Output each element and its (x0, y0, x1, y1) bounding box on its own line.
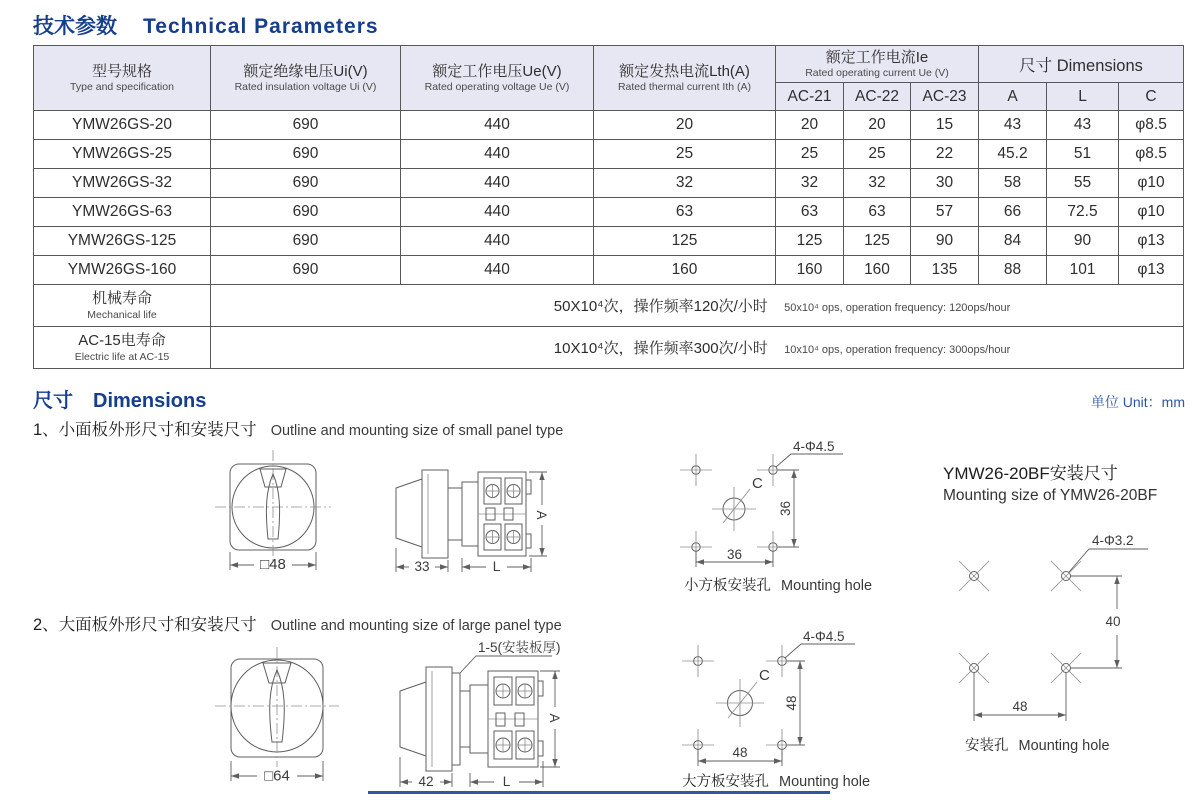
bf-mounting-title-zh: YMW26-20BF安装尺寸 (943, 464, 1118, 483)
dim-label-bf-horizontal-48: 48 (1012, 699, 1028, 714)
subsection-small-en: Outline and mounting size of small panel type (270, 423, 564, 439)
mechanical-life-en: Mechanical life (87, 308, 157, 321)
cell-ue: 440 (401, 111, 594, 140)
header-insulation-voltage (211, 46, 401, 111)
cell-ac22: 32 (844, 169, 911, 198)
bf-mounting-hole-drawing (940, 523, 1180, 728)
dims-title-zh: 尺寸 (33, 390, 73, 412)
table-row (34, 227, 1184, 256)
small-caption-en: Mounting hole (781, 578, 873, 594)
cell-ith: 63 (594, 198, 776, 227)
cell-ac22: 125 (844, 227, 911, 256)
dim-label-length-l: L (492, 559, 501, 574)
dim-label-horizontal-36: 36 (726, 547, 743, 562)
cell-l: 51 (1047, 140, 1119, 169)
dim-label-vertical-36: 36 (778, 500, 793, 517)
cell-ac23: 90 (911, 227, 979, 256)
subsection-large-zh: 2、大面板外形尺寸和安装尺寸 (33, 616, 257, 634)
header-row-1 (34, 46, 1184, 83)
electric-life-en: Electric life at AC-15 (74, 350, 170, 363)
cell-ith: 160 (594, 256, 776, 285)
cell-ac21: 63 (776, 198, 844, 227)
mechanical-life-zh: 机械寿命 (91, 290, 152, 308)
dim-label-depth-33: 33 (414, 559, 430, 574)
cell-ac23: 22 (911, 140, 979, 169)
cell-a: 58 (979, 169, 1047, 198)
table-row (34, 140, 1184, 169)
dim-label-center-c: C (759, 667, 770, 684)
large-caption-zh: 大方板安装孔 (682, 774, 769, 790)
cell-ui: 690 (211, 169, 401, 198)
dim-label-hole-size: 4-Φ4.5 (793, 439, 835, 454)
header-ue-en: Rated operating voltage Ue (V) (424, 81, 570, 94)
mechanical-life-row (34, 285, 1184, 327)
large-front-view-drawing (212, 645, 352, 797)
cell-c: φ8.5 (1119, 111, 1184, 140)
cell-c: φ8.5 (1119, 140, 1184, 169)
dim-label-bf-hole-size: 4-Φ3.2 (1092, 533, 1134, 548)
cell-a: 45.2 (979, 140, 1047, 169)
small-mounting-hole-drawing (663, 433, 908, 575)
cell-ac23: 135 (911, 256, 979, 285)
cell-model: YMW26GS-63 (34, 198, 211, 227)
cell-ue: 440 (401, 256, 594, 285)
section-title-dimensions (33, 384, 206, 413)
electric-life-value-zh: 10X10⁴次，操作频率300次/小时 (553, 340, 768, 357)
dim-label-depth-42: 42 (418, 774, 434, 789)
subsection-small-panel-title (33, 416, 563, 440)
header-ac22: AC-22 (844, 83, 911, 111)
header-dims-label: 尺寸 Dimensions (1019, 57, 1143, 75)
large-mounting-hole-drawing (663, 622, 908, 770)
dim-label-hole-size: 4-Φ4.5 (803, 629, 845, 644)
dims-title-en: Dimensions (93, 390, 207, 412)
cell-ac22: 20 (844, 111, 911, 140)
mechanical-life-value-en: 50x10⁴ ops, operation frequency: 120ops/hour (784, 302, 1011, 314)
cell-ui: 690 (211, 256, 401, 285)
cell-l: 43 (1047, 111, 1119, 140)
cell-ui: 690 (211, 140, 401, 169)
header-ue-zh: 额定工作电压Ue(V) (432, 62, 562, 80)
cell-ac21: 125 (776, 227, 844, 256)
cell-ac22: 63 (844, 198, 911, 227)
dim-label-length-l: L (502, 774, 511, 789)
cell-ac21: 160 (776, 256, 844, 285)
header-thermal-current (594, 46, 776, 111)
mechanical-life-value (211, 285, 1184, 327)
cell-a: 88 (979, 256, 1047, 285)
electric-life-zh: AC-15电寿命 (78, 332, 166, 350)
cell-c: φ10 (1119, 198, 1184, 227)
cell-c: φ13 (1119, 227, 1184, 256)
unit-label: 单位 Unit：mm (1090, 394, 1185, 410)
header-ui-en: Rated insulation voltage Ui (V) (234, 81, 377, 94)
cell-model: YMW26GS-20 (34, 111, 211, 140)
cell-ui: 690 (211, 198, 401, 227)
subsection-large-panel-title (33, 611, 562, 635)
dim-label-square-48: □48 (260, 556, 286, 573)
small-mounting-caption (684, 574, 872, 595)
cell-l: 72.5 (1047, 198, 1119, 227)
bf-mounting-title-en: Mounting size of YMW26-20BF (943, 487, 1158, 504)
dim-label-center-c: C (752, 475, 763, 492)
header-dim-a: A (979, 83, 1047, 111)
large-mounting-caption (682, 770, 870, 791)
cell-model: YMW26GS-160 (34, 256, 211, 285)
header-operating-voltage (401, 46, 594, 111)
header-ac21: AC-21 (776, 83, 844, 111)
section-title-en: Technical Parameters (143, 15, 379, 38)
small-side-view-drawing (388, 448, 593, 578)
cell-c: φ13 (1119, 256, 1184, 285)
cell-l: 55 (1047, 169, 1119, 198)
section-title-zh: 技术参数 (33, 15, 117, 38)
technical-parameters-table (33, 45, 1184, 369)
cell-ue: 440 (401, 169, 594, 198)
subsection-small-zh: 1、小面板外形尺寸和安装尺寸 (33, 421, 257, 439)
table-row (34, 111, 1184, 140)
electric-life-value (211, 327, 1184, 369)
cell-ith: 32 (594, 169, 776, 198)
header-type (34, 46, 211, 111)
table-row (34, 198, 1184, 227)
cell-ac23: 15 (911, 111, 979, 140)
mechanical-life-value-zh: 50X10⁴次，操作频率120次/小时 (553, 298, 768, 315)
cell-l: 90 (1047, 227, 1119, 256)
dim-label-bf-vertical-40: 40 (1105, 614, 1121, 629)
header-ie-zh: 额定工作电流Ie (825, 48, 929, 66)
cell-c: φ10 (1119, 169, 1184, 198)
small-front-view-drawing (210, 448, 345, 578)
bf-caption-en: Mounting hole (1018, 738, 1110, 754)
bf-caption-zh: 安装孔 (965, 738, 1009, 754)
electric-life-value-en: 10x10⁴ ops, operation frequency: 300ops/hour (784, 344, 1011, 356)
header-type-en: Type and specification (70, 81, 174, 94)
cell-a: 66 (979, 198, 1047, 227)
header-type-zh: 型号规格 (91, 62, 152, 80)
table-row (34, 256, 1184, 285)
large-side-view-drawing (392, 635, 610, 793)
cell-a: 84 (979, 227, 1047, 256)
cell-model: YMW26GS-125 (34, 227, 211, 256)
electric-life-label (34, 327, 211, 369)
cell-l: 101 (1047, 256, 1119, 285)
cell-ue: 440 (401, 227, 594, 256)
header-ith-en: Rated thermal current Ith (A) (617, 81, 752, 94)
dim-label-horizontal-48: 48 (732, 745, 748, 760)
cell-ue: 440 (401, 140, 594, 169)
cell-ith: 125 (594, 227, 776, 256)
cell-ue: 440 (401, 198, 594, 227)
cell-ac21: 25 (776, 140, 844, 169)
header-dim-c: C (1119, 83, 1184, 111)
bf-mounting-caption (965, 734, 1110, 755)
cell-ac21: 32 (776, 169, 844, 198)
dim-label-height-a: A (547, 713, 563, 723)
cell-ac23: 57 (911, 198, 979, 227)
mechanical-life-label (34, 285, 211, 327)
header-ui-zh: 额定绝缘电压Ui(V) (243, 62, 368, 80)
cell-model: YMW26GS-25 (34, 140, 211, 169)
header-ac23: AC-23 (911, 83, 979, 111)
cell-ui: 690 (211, 111, 401, 140)
dim-label-square-64: □64 (264, 767, 290, 785)
dim-label-vertical-48: 48 (784, 695, 799, 711)
cell-ac22: 160 (844, 256, 911, 285)
table-row (34, 169, 1184, 198)
subsection-large-en: Outline and mounting size of large panel type (270, 618, 562, 634)
electric-life-row (34, 327, 1184, 369)
header-dim-l: L (1047, 83, 1119, 111)
cell-ui: 690 (211, 227, 401, 256)
cell-ith: 25 (594, 140, 776, 169)
cell-ith: 20 (594, 111, 776, 140)
cell-ac22: 25 (844, 140, 911, 169)
header-dimensions-group (979, 46, 1184, 83)
header-ie-en: Rated operating current Ue (V) (805, 67, 949, 80)
cell-a: 43 (979, 111, 1047, 140)
plate-thickness-label: 1-5(安装板厚) (478, 640, 561, 655)
cell-ac21: 20 (776, 111, 844, 140)
small-caption-zh: 小方板安装孔 (684, 578, 771, 594)
dim-label-height-a: A (534, 510, 550, 520)
header-operating-current-group (776, 46, 979, 83)
section-title-technical-parameters (33, 10, 379, 40)
header-ith-zh: 额定发热电流Lth(A) (619, 62, 750, 80)
large-caption-en: Mounting hole (779, 774, 871, 790)
footer-rule (368, 791, 830, 794)
cell-ac23: 30 (911, 169, 979, 198)
cell-model: YMW26GS-32 (34, 169, 211, 198)
